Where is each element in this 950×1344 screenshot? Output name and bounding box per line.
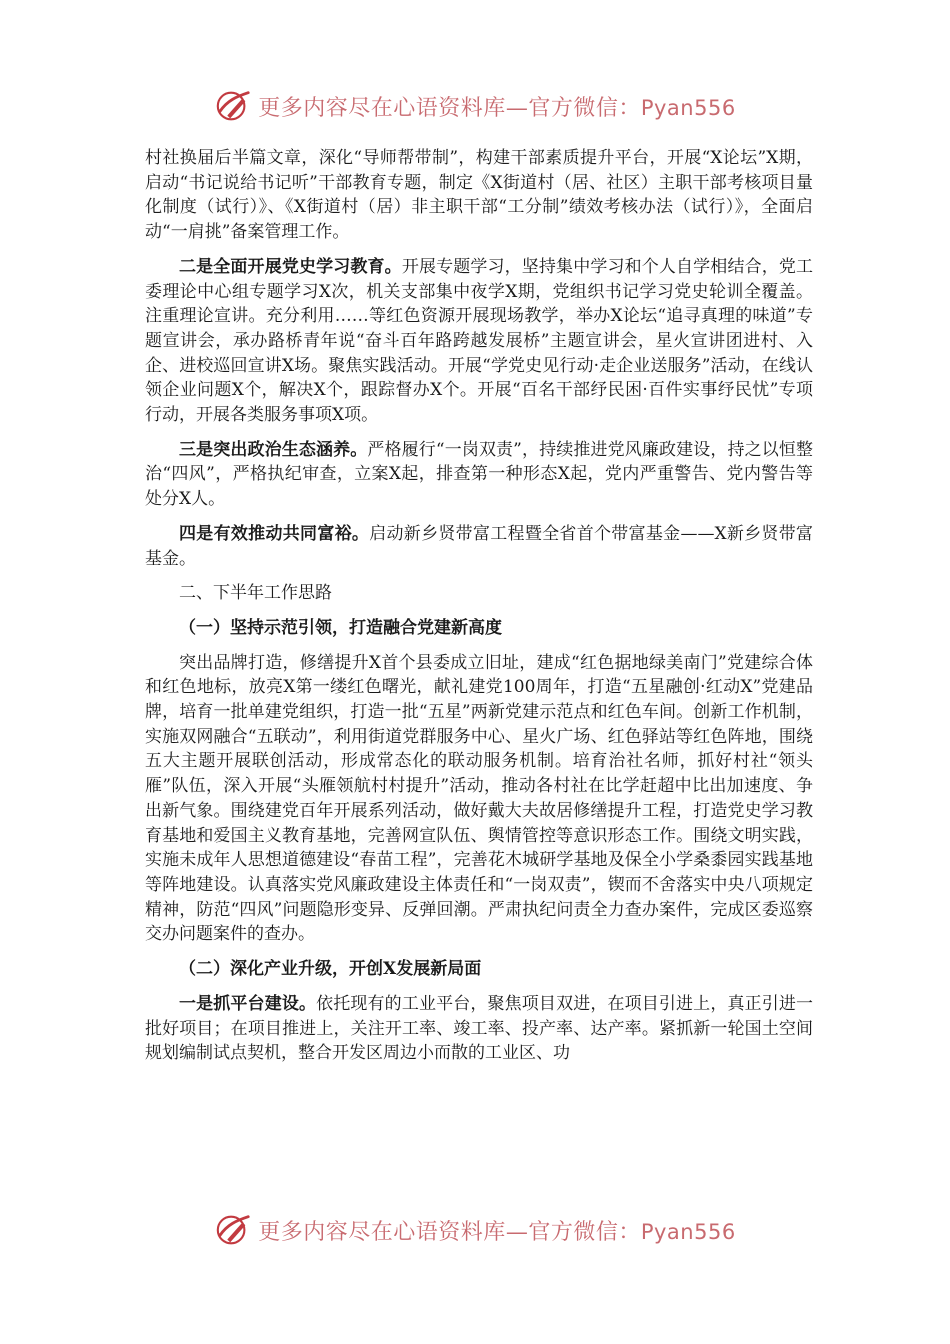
- document-body: [145, 146, 813, 1076]
- watermark-text: 更多内容尽在心语资料库—官方微信：Pyan556: [258, 1219, 736, 1245]
- watermark-text: 更多内容尽在心语资料库—官方微信：Pyan556: [258, 95, 736, 121]
- paragraph: 村社换届后半篇文章，深化“导师帮带制”，构建干部素质提升平台，开展“X论坛”X期，启动“书记说给书记听”干部教育专题，制定《X街道村（居、社区）主职干部考核项目量化制度（试行）》、《X街道村（居）非主职干部“工分制”绩效考核办法（试行）》，全面启动“一肩挑”备案管理工作。: [145, 148, 813, 243]
- pen-logo-icon: [214, 87, 252, 125]
- footer-watermark: [0, 1208, 950, 1252]
- paragraph: 突出品牌打造，修缮提升X首个县委成立旧址，建成“红色据地绿美南门”党建综合体和红色地标，放亮X第一缕红色曙光，献礼建党100周年，打造“五星融创·红动X”党建品牌，培育一批单建党组织，打造一批“五星”两新党建示范点和红色车间。创新工作机制，实施双网融合“五联动”，利用街道党群服务中心、星火广场、红色驿站等红色阵地，围绕五大主题开展联创活动，形成常态化的联动服务机制。培育治社名师，抓好村社“领头雁”队伍，深入开展“头雁领航村村提升”活动，推动各村社在比学赶超中比出加速度、争出新气象。围绕建党百年开展系列活动，做好戴大夫故居修缮提升工程，打造党史学习教育基地和爱国主义教育基地，完善网宣队伍、舆情管控等意识形态工作。围绕文明实践，实施未成年人思想道德建设“春苗工程”，完善花木城研学基地及保全小学桑黍园实践基地等阵地建设。认真落实党风廉政建设主体责任和“一岗双责”，锲而不舍落实中央八项规定精神，防范“四风”问题隐形变异、反弹回潮。严肃执纪问责全力查办案件，完成区委巡察交办问题案件的查办。: [145, 652, 813, 945]
- paragraph: 一是抓平台建设。依托现有的工业平台，聚焦项目双进，在项目引进上，真正引进一批好项目；在项目推进上，关注开工率、竣工率、投产率、达产率。紧抓新一轮国土空间规划编制试点契机，整合开发区周边小而散的工业区、功: [145, 993, 814, 1064]
- pen-logo-icon: [214, 1211, 252, 1249]
- header-watermark: [0, 84, 950, 128]
- paragraph: 二是全面开展党史学习教育。开展专题学习，坚持集中学习和个人自学相结合，党工委理论中心组专题学习X次，机关支部集中夜学X期，党组织书记学习党史轮训全覆盖。注重理论宣讲。充分利用……等红色资源开展现场教学，举办X论坛“追寻真理的味道”专题宣讲会，承办路桥青年说“奋斗百年路跨越发展桥”主题宣讲会，星火宣讲团进村、入企、进校巡回宣讲X场。聚焦实践活动。开展“学党史见行动·走企业送服务”活动，在线认领企业问题X个，解决X个，跟踪督办X个。开展“百名干部纾民困·百件实事纾民忧”专项行动，开展各类服务事项X项。: [145, 256, 814, 426]
- subsection-heading: （二）深化产业升级，开创X发展新局面: [179, 959, 482, 980]
- section-heading: 二、下半年工作思路: [179, 583, 332, 604]
- subsection-heading: （一）坚持示范引领，打造融合党建新高度: [179, 617, 502, 638]
- paragraph: 四是有效推动共同富裕。启动新乡贤带富工程暨全省首个带富基金——X新乡贤带富基金。: [145, 523, 813, 569]
- paragraph: 三是突出政治生态涵养。严格履行“一岗双责”，持续推进党风廉政建设，持之以恒整治“四风”，严格执纪审查，立案X起，排查第一种形态X起，党内严重警告、党内警告等处分X人。: [145, 439, 813, 510]
